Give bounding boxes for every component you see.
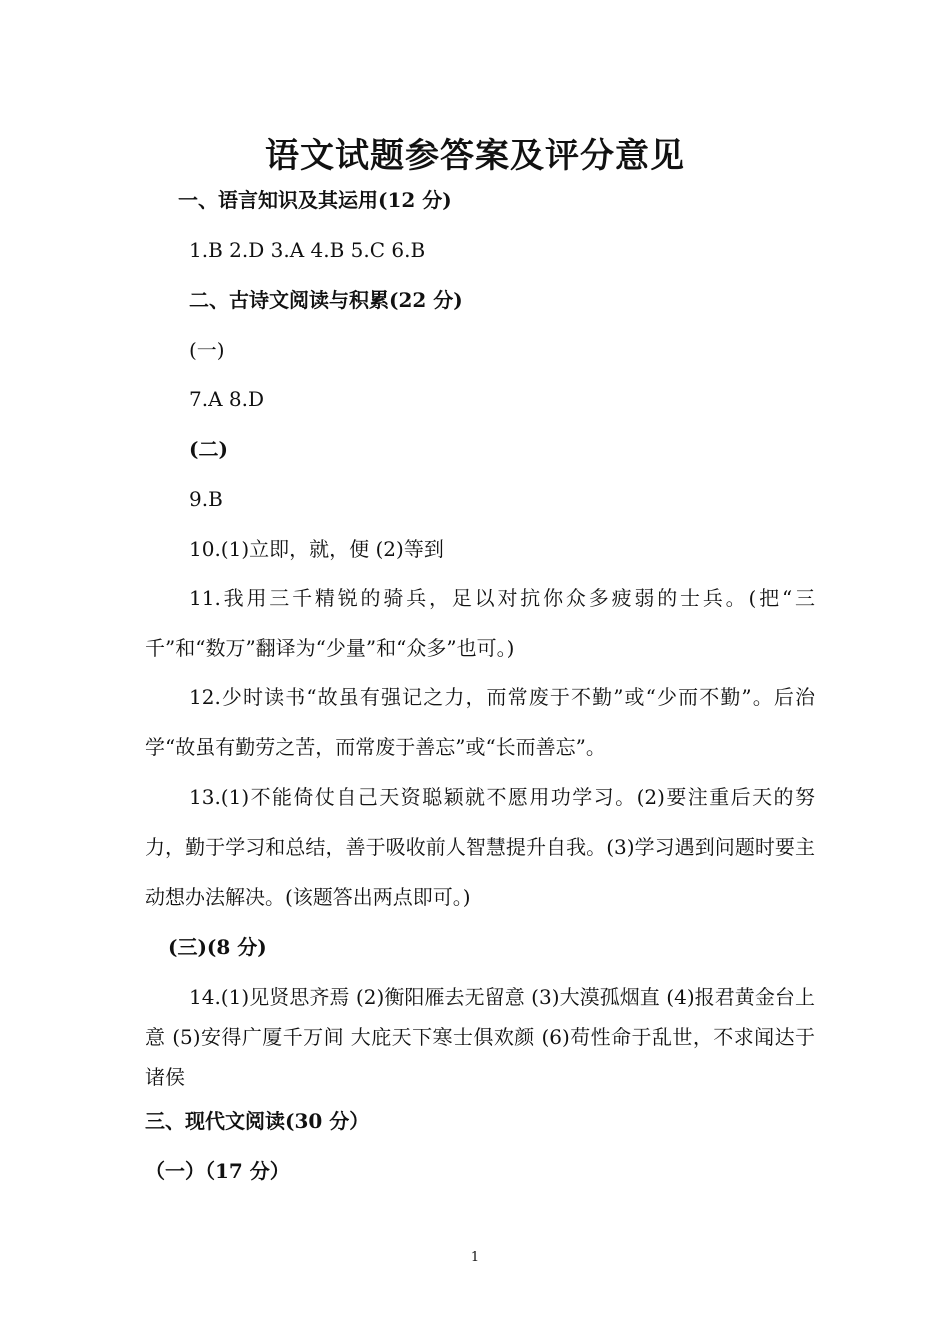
question-9-answer: 9.B xyxy=(189,487,223,511)
part-3-label: (三)(8 分) xyxy=(168,935,267,959)
question-11-answer: 11.我用三千精锐的骑兵，足以对抗你众多疲弱的士兵。(把“三千”和“数万”翻译为“少量”和“众多”也可。) xyxy=(145,586,815,660)
part-1-answers: 7.A 8.D xyxy=(189,387,264,411)
section-1-answers: 1.B 2.D 3.A 4.B 5.C 6.B xyxy=(189,238,426,262)
section-1-heading: 一、语言知识及其运用(12 分) xyxy=(178,188,452,212)
section-3-heading: 三、现代文阅读(30 分） xyxy=(145,1109,370,1133)
question-12-answer: 12.少时读书“故虽有强记之力，而常废于不勤”或“少而不勤”。后治学“故虽有勤劳之苦，而常废于善忘”或“长而善忘”。 xyxy=(145,685,815,759)
question-13-answer: 13.(1)不能倚仗自己天资聪颖就不愿用功学习。(2)要注重后天的努力，勤于学习和总结，善于吸收前人智慧提升自我。(3)学习遇到问题时要主动想办法解决。(该题答出两点即可。) xyxy=(145,785,815,909)
section-3-part-1-label: （一）（17 分） xyxy=(145,1159,290,1183)
question-10-answer: 10.(1)立即，就，便 (2)等到 xyxy=(189,537,444,561)
page-number: 1 xyxy=(470,1250,480,1265)
document-title: 语文试题参答案及评分意见 xyxy=(265,136,685,176)
part-2-label: (二) xyxy=(189,437,228,461)
question-14-answer: 14.(1)见贤思齐焉 (2)衡阳雁去无留意 (3)大漠孤烟直 (4)报君黄金台上意 (5)安得广厦千万间 大庇天下寒士俱欢颜 (6)苟性命于乱世，不求闻达于诸侯 xyxy=(145,985,815,1089)
part-1-label: (一) xyxy=(189,338,225,362)
section-2-heading: 二、古诗文阅读与积累(22 分) xyxy=(189,288,463,312)
